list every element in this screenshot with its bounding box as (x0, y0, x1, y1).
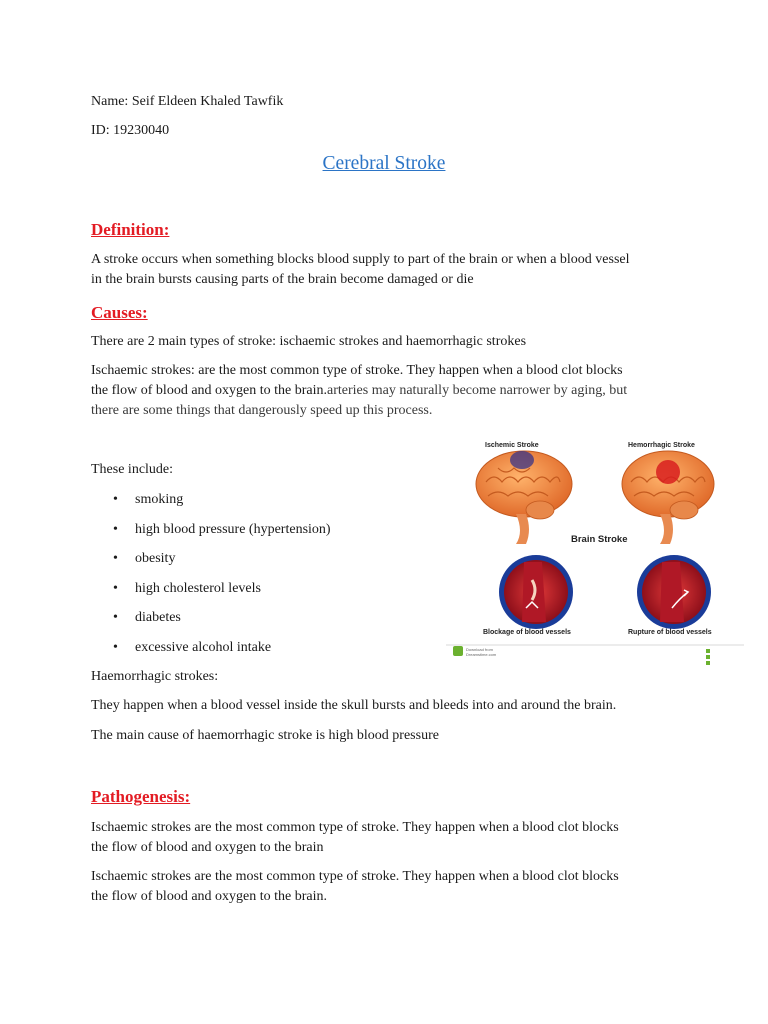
brain-stroke-illustration (446, 432, 744, 666)
pathogenesis-heading: Pathogenesis: (91, 787, 191, 806)
label-ischemic-stroke: Ischemic Stroke (485, 442, 539, 449)
ischemic-brain-icon (476, 451, 572, 544)
ischaemic-line-2a: the flow of blood and oxygen to the brain. (91, 383, 328, 398)
pathogenesis-p1-line-2: the flow of blood and oxygen to the brain (91, 840, 324, 855)
definition-heading: Definition: (91, 220, 170, 239)
haemorrhagic-heading: Haemorrhagic strokes: (91, 669, 219, 684)
list-item: • excessive alcohol intake (91, 638, 331, 668)
list-item: • high blood pressure (hypertension) (91, 520, 331, 550)
caption-rupture: Rupture of blood vessels (628, 629, 712, 636)
risk-factor-list (91, 490, 331, 667)
credit-line-1: Download from (466, 647, 493, 652)
pathogenesis-p1-line-1: Ischaemic strokes are the most common type of stroke. They happen when a blood clot blocks (91, 820, 619, 835)
causes-heading: Causes: (91, 303, 148, 322)
causes-intro: There are 2 main types of stroke: ischaemic strokes and haemorrhagic strokes (91, 334, 527, 349)
pathogenesis-p2-line-2: the flow of blood and oxygen to the brain. (91, 889, 328, 904)
haemorrhagic-cause: The main cause of haemorrhagic stroke is high blood pressure (91, 728, 439, 743)
haemorrhagic-line: They happen when a blood vessel inside the skull bursts and bleeds into and around the brain. (91, 698, 617, 713)
label-brain-stroke: Brain Stroke (571, 534, 628, 545)
list-item: • obesity (91, 549, 331, 579)
definition-line-1: A stroke occurs when something blocks blood supply to part of the brain or when a blood vessel (91, 252, 630, 267)
student-name: Name: Seif Eldeen Khaled Tawfik (91, 94, 284, 109)
hemorrhagic-brain-icon (622, 451, 714, 544)
blocked-vessel-icon (499, 555, 573, 629)
these-include: These include: (91, 462, 174, 477)
caption-blockage: Blockage of blood vessels (483, 629, 571, 636)
list-item: • smoking (91, 490, 331, 520)
list-item: • high cholesterol levels (91, 579, 331, 609)
definition-line-2: in the brain bursts causing parts of the brain become damaged or die (91, 272, 474, 287)
ischaemic-line-2 (91, 381, 627, 401)
ruptured-vessel-icon (637, 555, 711, 629)
ischaemic-line-3-text: there are some things that dangerously speed up this process. (91, 403, 433, 418)
ischaemic-line-3 (91, 401, 432, 421)
label-hemorrhagic-stroke: Hemorrhagic Stroke (628, 442, 695, 449)
credit-line-2: Dreamstime.com (466, 652, 497, 657)
ischaemic-line-1: Ischaemic strokes: are the most common type of stroke. They happen when a blood clot blocks (91, 363, 623, 378)
ischaemic-line-2b: arteries may naturally become narrower by aging, but (327, 383, 628, 398)
pathogenesis-p2-line-1: Ischaemic strokes are the most common type of stroke. They happen when a blood clot blocks (91, 869, 619, 884)
student-id: ID: 19230040 (91, 123, 170, 138)
document-title: Cerebral Stroke (322, 153, 446, 174)
list-item: • diabetes (91, 608, 331, 638)
dreamstime-logo-icon (453, 646, 463, 656)
